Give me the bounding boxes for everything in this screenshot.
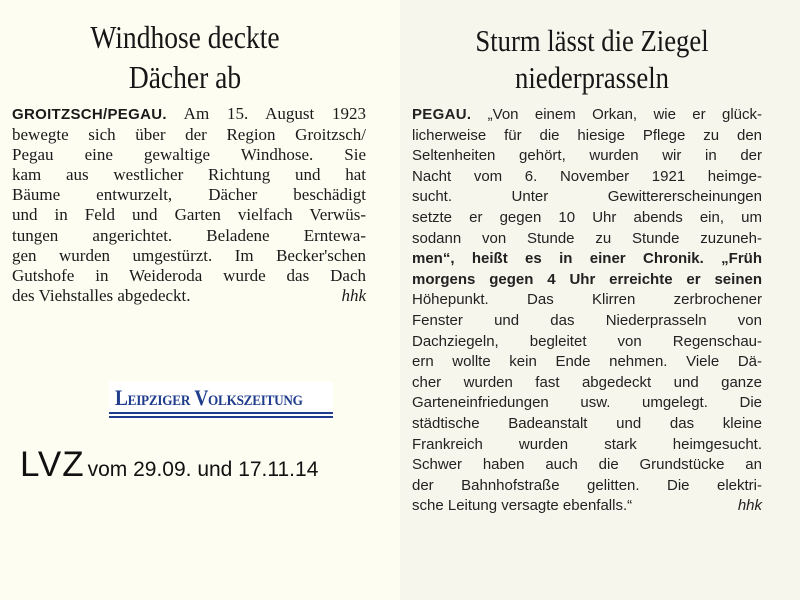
left-dateline: GROITZSCH/PEGAU. [12,106,167,123]
right-article-line-6: setzte er gegen 10 Uhr abends ein, um [412,208,762,226]
right-article-line-20 [412,496,762,517]
left-article-line-3: Pegau eine gewaltige Windhose. Sie [12,145,366,165]
right-article-line-3: Seltenheiten gehört, wurden wir in der [412,147,762,165]
right-article-line-1 [412,105,762,126]
caption-dates: vom 29.09. und 17.11.14 [87,458,319,481]
logo-rule-lower [109,416,333,418]
caption-abbr: LVZ [20,445,85,484]
left-article-line-5: Bäume entwurzelt, Dächer beschädigt [12,185,366,205]
logo-text: Leipziger Volkszeitung [115,385,303,410]
right-article-line-4: Nacht vom 6. November 1921 heimge- [412,167,762,185]
leipziger-volkszeitung-logo [109,382,333,420]
right-article-line-13: ern wollte kein Ende nehmen. Viele Dä- [412,353,762,371]
right-article-line-11: Fenster und das Niederprasseln von [412,311,762,329]
right-article-last-text: sche Leitung versagte ebenfalls.“ [412,497,633,515]
left-article-line-10 [12,286,366,306]
right-headline-line-1: Sturm lässt die Ziegel [475,23,709,58]
left-article-line-1 [12,104,366,125]
right-article-line-10: Höhepunkt. Das Klirren zerbrochener [412,291,762,309]
left-article-line-4: kam aus westlicher Richtung und hat [12,165,366,185]
left-article-line-2: bewegte sich über der Region Groitzsch/ [12,125,366,145]
left-article-text: Am 15. August 1923 [183,104,366,123]
right-article-line-7: sodann von Stunde zu Stunde zuzuneh- [412,229,762,247]
left-article-body [12,104,366,306]
right-dateline: PEGAU. [412,106,472,123]
right-article-line-9: morgens gegen 4 Uhr erreichte er seinen [412,270,762,288]
right-article-line-16: städtische Badeanstalt und das kleine [412,414,762,432]
left-article-line-7: tungen angerichtet. Beladene Erntewa- [12,225,366,245]
left-headline-line-1: Windhose deckte [90,19,280,55]
right-signature: hhk [737,497,762,515]
left-signature: hhk [341,285,366,305]
right-article-line-17: Frankreich wurden stark heimgesucht. [412,435,762,453]
right-headline [411,22,772,96]
left-article-line-8: gen wurden umgestürzt. Im Becker'schen [12,245,366,265]
right-article-line-15: Garteneinfriedungen usw. umgelegt. Die [412,394,762,412]
left-headline [13,17,357,97]
source-caption [20,445,318,485]
right-article-text: „Von einem Orkan, wie er glück- [487,106,763,123]
right-article-line-2: licherweise für die hiesige Pflege zu den [412,126,762,144]
right-article-line-8: men“, heißt es in einer Chronik. „Früh [412,250,762,268]
left-article-last-text: des Viehstalles abgedeckt. [12,285,191,305]
right-headline-line-2: niederprasseln [515,60,669,95]
logo-rule-upper [109,412,333,414]
left-headline-line-2: Dächer ab [128,59,242,95]
right-article-line-19: der Bahnhofstraße gelitten. Die elektri- [412,476,762,494]
right-article-line-12: Dachziegeln, begleitet von Regenschau- [412,332,762,350]
right-article-body [412,105,762,517]
right-article-line-5: sucht. Unter Gewittererscheinungen [412,188,762,206]
right-article-line-18: Schwer haben auch die Grundstücke an [412,456,762,474]
right-article-line-14: cher wurden fast abgedeckt und ganze [412,373,762,391]
left-article-line-6: und in Feld und Garten vielfach Verwüs- [12,205,366,225]
left-article-line-9: Gutshofe in Weideroda wurde das Dach [12,265,366,285]
